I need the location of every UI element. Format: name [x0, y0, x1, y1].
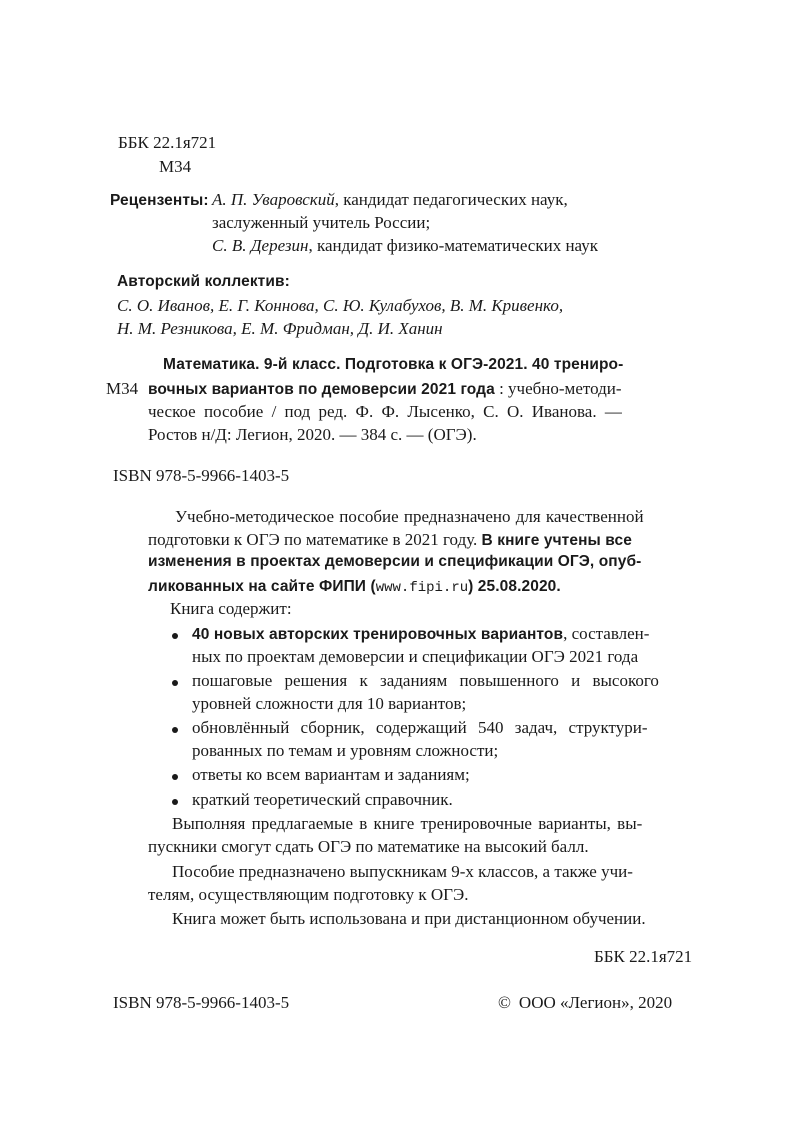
bullet-1-bold: 40 новых авторских тренировочных вариантов	[192, 626, 564, 643]
bullet-2-line-2: уровней сложности для 10 вариантов;	[192, 694, 467, 713]
annotation-p3-line-1: Пособие предназначено выпускникам 9-х классов, а также учи-	[172, 862, 633, 881]
footer-isbn: ISBN 978-5-9966-1403-5	[113, 993, 290, 1012]
author-mark: М34	[159, 157, 192, 176]
authors-line-2: Н. М. Резникова, Е. М. Фридман, Д. И. Ханин	[117, 319, 443, 338]
reviewer-1-title: , кандидат педагогических наук,	[334, 190, 568, 209]
annotation-p1-line-3: изменения в проектах демоверсии и спецификации ОГЭ, опуб-	[148, 553, 642, 570]
bullet-icon	[172, 727, 178, 733]
fipi-url-link[interactable]: www.fipi.ru	[375, 580, 469, 596]
citation-line-3: ческое пособие / под ред. Ф. Ф. Лысенко, С. О. Иванова. —	[148, 402, 622, 421]
authors-label: Авторский коллектив:	[117, 273, 290, 290]
bullet-5-line-1: краткий теоретический справочник.	[192, 790, 453, 809]
bullet-icon	[172, 680, 178, 686]
annotation-p1-line-2-plain: подготовки к ОГЭ по математике в 2021 году.	[148, 530, 482, 549]
annotation-p2-line-1: Выполняя предлагаемые в книге тренировочные варианты, вы-	[172, 814, 643, 833]
reviewer-1-name: А. П. Уваровский	[212, 190, 335, 209]
copyright-text: ООО «Легион», 2020	[518, 993, 673, 1012]
citation-rest-line-2: : учебно-методи-	[494, 379, 622, 398]
citation-line-2	[148, 379, 621, 399]
reviewer-1	[212, 190, 568, 210]
copyright-icon: ©	[498, 993, 511, 1012]
annotation-p1-line-4-bold1: ликованных на сайте ФИПИ (	[148, 578, 376, 595]
citation-title-line-1: Математика. 9-й класс. Подготовка к ОГЭ-2021. 40 трениро-	[163, 356, 624, 373]
bullet-icon	[172, 633, 178, 639]
citation-title-line-2: вочных вариантов по демоверсии 2021 года	[148, 381, 495, 398]
bullet-3-line-1: обновлённый сборник, содержащий 540 задач, структури-	[192, 718, 648, 737]
reviewer-2	[212, 236, 598, 256]
citation-line-4: Ростов н/Д: Легион, 2020. — 384 с. — (ОГЭ).	[148, 425, 477, 444]
annotation-p1-line-2-bold: В книге учтены все	[481, 532, 632, 549]
annotation-p4-line-1: Книга может быть использована и при дистанционном обучении.	[172, 909, 646, 928]
bullet-2-line-1: пошаговые решения к заданиям повышенного и высокого	[192, 671, 659, 690]
reviewers-label: Рецензенты:	[110, 192, 209, 209]
annotation-p3-line-2: телям, осуществляющим подготовку к ОГЭ.	[148, 885, 469, 904]
footer-bbk: ББК 22.1я721	[594, 947, 693, 966]
footer-copyright	[498, 993, 672, 1013]
bullet-4-line-1: ответы ко всем вариантам и заданиям;	[192, 765, 470, 784]
reviewer-1-title-line2: заслуженный учитель России;	[212, 213, 431, 232]
authors-line-1: С. О. Иванов, Е. Г. Коннова, С. Ю. Кулабухов, В. М. Кривенко,	[117, 296, 564, 315]
reviewer-2-name: С. В. Дерезин	[212, 236, 309, 255]
contains-label: Книга содержит:	[170, 599, 292, 618]
bullet-1-line-2: ных по проектам демоверсии и спецификации ОГЭ 2021 года	[192, 647, 639, 666]
annotation-p1-line-4-bold2: ) 25.08.2020.	[468, 578, 561, 595]
annotation-p1-line-4	[148, 576, 561, 596]
citation-mark: М34	[106, 379, 139, 398]
reviewer-2-title: , кандидат физико-математических наук	[308, 236, 598, 255]
bullet-icon	[172, 799, 178, 805]
bullet-1-line-1	[192, 624, 649, 644]
annotation-p1-line-1: Учебно-методическое пособие предназначено для качественной	[175, 507, 644, 526]
bullet-3-line-2: рованных по темам и уровням сложности;	[192, 741, 499, 760]
isbn-top: ISBN 978-5-9966-1403-5	[113, 466, 290, 485]
annotation-p1-line-2	[148, 530, 632, 550]
bbk-code: ББК 22.1я721	[118, 133, 217, 152]
bullet-icon	[172, 774, 178, 780]
annotation-p2-line-2: пускники смогут сдать ОГЭ по математике на высокий балл.	[148, 837, 589, 856]
bullet-1-rest: , составлен-	[563, 624, 650, 643]
reviewers-block	[110, 190, 209, 210]
